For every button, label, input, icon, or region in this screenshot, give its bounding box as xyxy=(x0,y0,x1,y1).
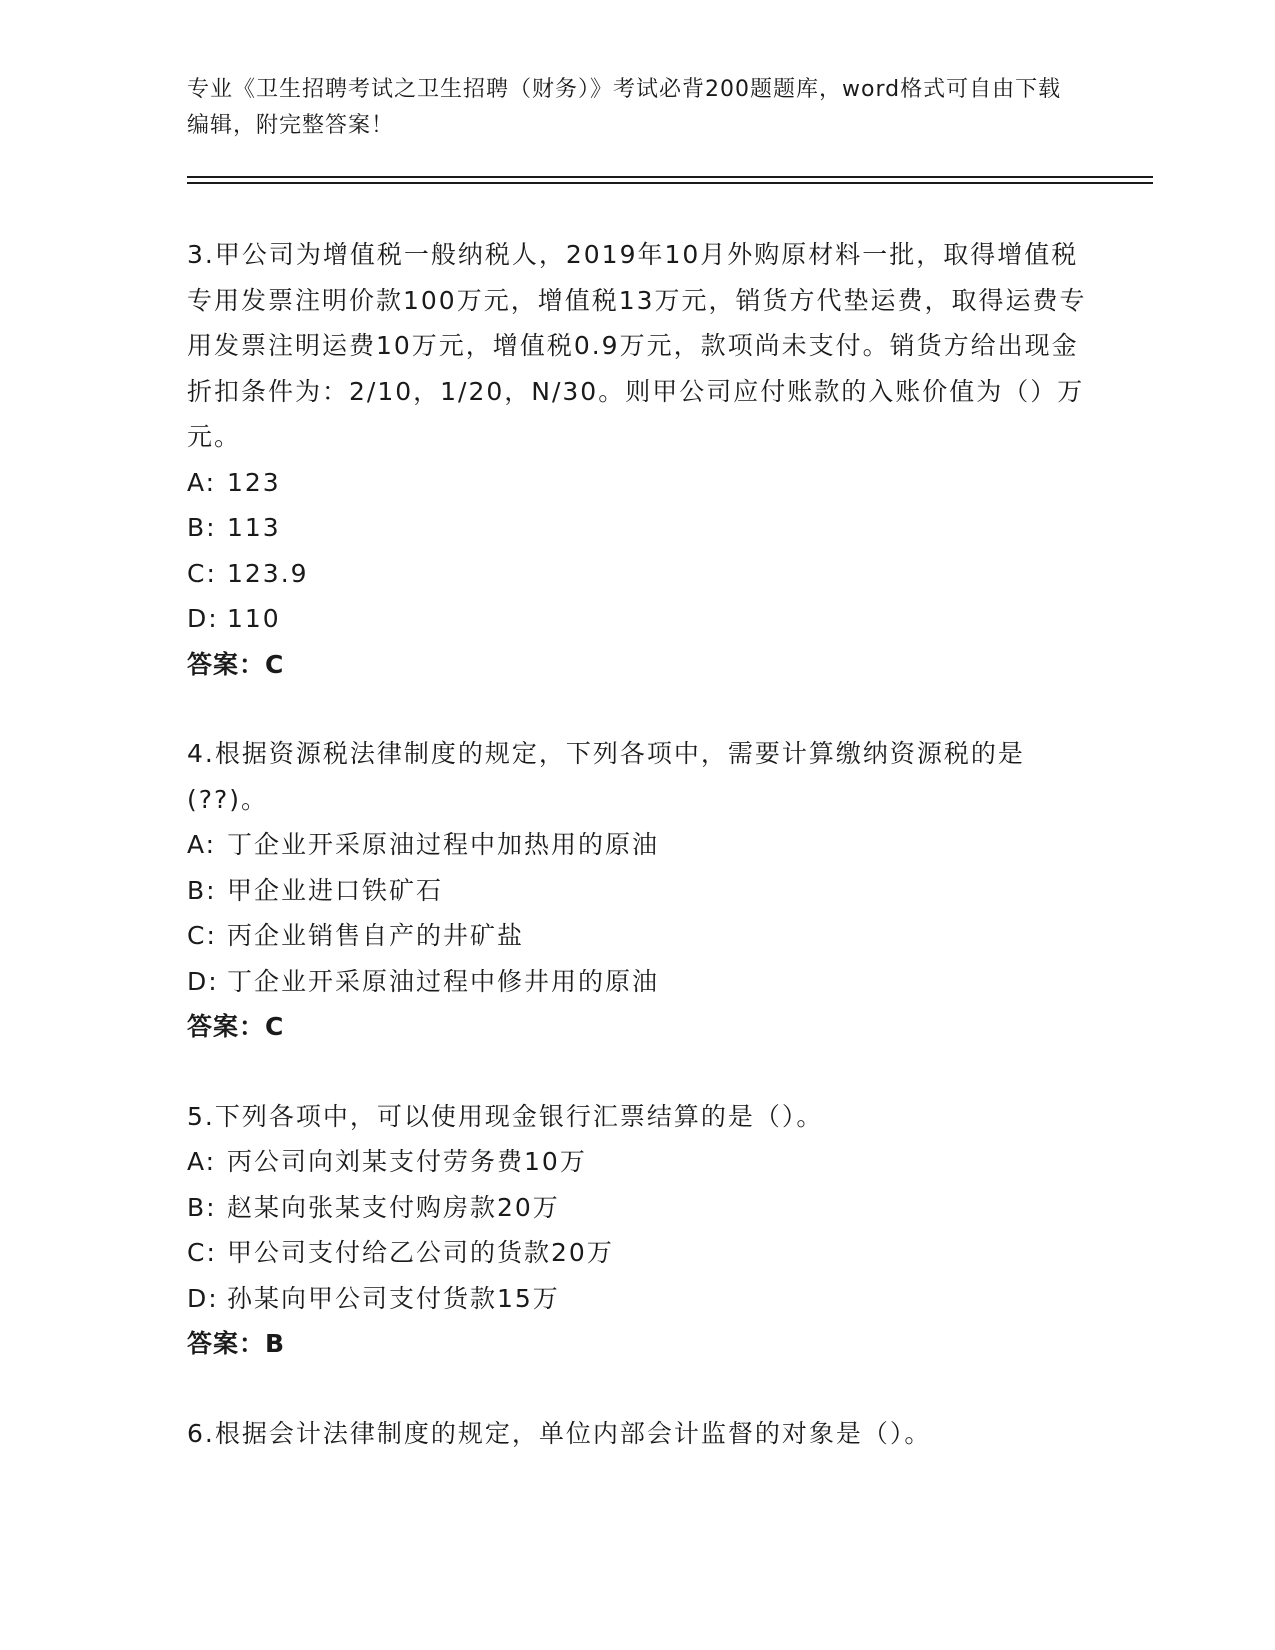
option-text: 赵某向张某支付购房款20万 xyxy=(227,1192,560,1222)
question-4 xyxy=(187,731,1087,1050)
option-b xyxy=(187,1185,1087,1231)
question-stem: 4.根据资源税法律制度的规定，下列各项中，需要计算缴纳资源税的是(??)。 xyxy=(187,739,1025,814)
document-header xyxy=(187,72,1067,144)
option-key: D: xyxy=(187,1283,219,1313)
option-text: 123.9 xyxy=(227,558,309,588)
header-divider-bottom xyxy=(187,182,1153,184)
question-stem: 6.根据会计法律制度的规定，单位内部会计监督的对象是（）。 xyxy=(187,1418,932,1448)
option-key: A: xyxy=(187,1147,217,1176)
header-title: 专业《卫生招聘考试之卫生招聘（财务）》考试必背200题题库，word格式可自由下载编辑，附完整答案！ xyxy=(187,77,1062,138)
answer-line: 答案：B xyxy=(187,1329,286,1358)
option-b xyxy=(187,505,1087,551)
option-text: 123 xyxy=(227,467,281,497)
option-text: 甲公司支付给乙公司的货款20万 xyxy=(227,1238,614,1267)
question-list xyxy=(187,232,1087,1500)
option-key: A: xyxy=(187,467,217,497)
option-d xyxy=(187,596,1087,642)
question-stem: 3.甲公司为增值税一般纳税人，2019年10月外购原材料一批，取得增值税专用发票注明价款100万元，增值税13万元，销货方代垫运费，取得运费专用发票注明运费10万元，增值税0.9万元，款项尚未支付。销货方给出现金折扣条件为：2/10，1/20，N/30。则甲公司应付账款的入账价值为（）万元。 xyxy=(187,240,1087,451)
option-a xyxy=(187,822,1087,868)
option-text: 丁企业开采原油过程中修井用的原油 xyxy=(227,966,660,996)
option-c xyxy=(187,1230,1087,1276)
option-d xyxy=(187,1276,1087,1322)
option-key: B: xyxy=(187,875,217,905)
option-key: A: xyxy=(187,830,217,859)
option-key: D: xyxy=(187,966,219,996)
option-text: 甲企业进口铁矿石 xyxy=(227,875,444,905)
option-key: D: xyxy=(187,604,219,633)
question-3 xyxy=(187,232,1087,687)
option-text: 丁企业开采原油过程中加热用的原油 xyxy=(227,830,660,859)
option-text: 113 xyxy=(227,513,281,542)
answer-line: 答案：C xyxy=(187,649,285,679)
header-divider-top xyxy=(187,176,1153,178)
option-key: C: xyxy=(187,921,217,950)
option-a xyxy=(187,460,1087,506)
option-b xyxy=(187,868,1087,914)
question-stem: 5.下列各项中，可以使用现金银行汇票结算的是（）。 xyxy=(187,1101,824,1131)
option-text: 丙公司向刘某支付劳务费10万 xyxy=(227,1147,587,1176)
option-text: 110 xyxy=(227,604,281,633)
question-5 xyxy=(187,1094,1087,1367)
option-key: C: xyxy=(187,1238,217,1267)
option-key: C: xyxy=(187,558,217,588)
option-c xyxy=(187,551,1087,597)
option-a xyxy=(187,1139,1087,1185)
option-d xyxy=(187,959,1087,1005)
answer-line: 答案：C xyxy=(187,1012,285,1041)
option-key: B: xyxy=(187,1192,217,1222)
option-text: 孙某向甲公司支付货款15万 xyxy=(227,1283,560,1313)
option-key: B: xyxy=(187,513,217,542)
option-c xyxy=(187,913,1087,959)
option-text: 丙企业销售自产的井矿盐 xyxy=(227,921,525,950)
question-6 xyxy=(187,1411,1087,1457)
